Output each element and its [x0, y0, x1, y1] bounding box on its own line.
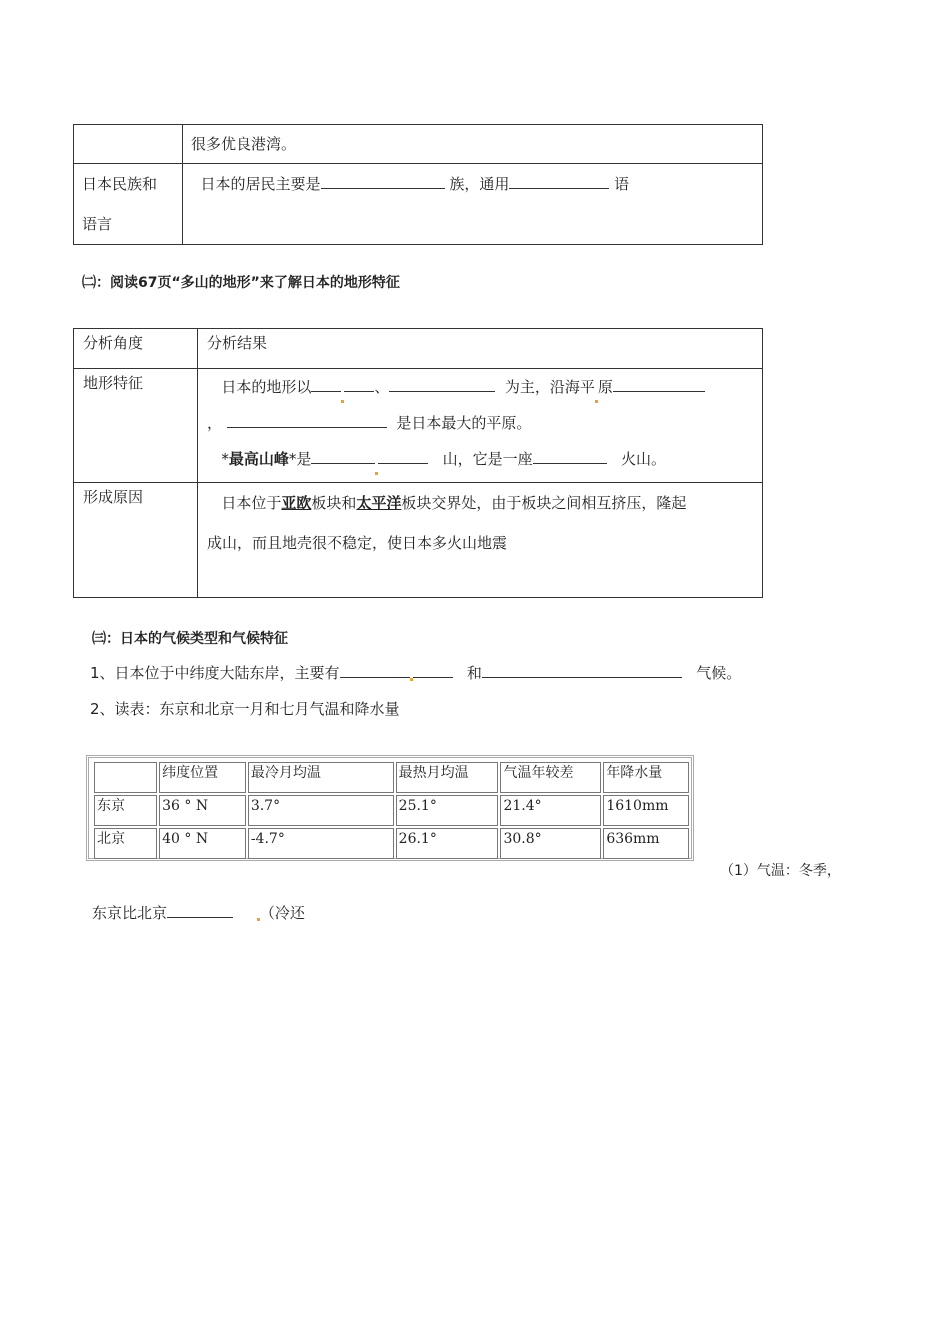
annual-range-cell: 21.4° [500, 795, 601, 826]
cause-line-1 [207, 483, 762, 523]
q3-text-b: 东京比北京 [92, 904, 168, 922]
cause-text-b: 板块和 [311, 494, 357, 512]
city-cell: 北京 [94, 828, 157, 859]
question-3-start: （1）气温：冬季， [720, 863, 841, 879]
question-1 [90, 662, 741, 683]
ethnicity-label-b: 语言 [82, 215, 113, 233]
city-cell: 东京 [94, 795, 157, 826]
terrain-text-3a: * [221, 450, 229, 468]
hottest-month-cell: 26.1° [396, 828, 499, 859]
terrain-content-cell [198, 369, 763, 483]
precipitation-cell: 636mm [603, 828, 689, 859]
climate-blank-1b[interactable] [413, 663, 453, 678]
ethnicity-text-1: 日本的居民主要是 [200, 175, 321, 193]
language-blank[interactable] [509, 174, 609, 189]
terrain-line-1 [207, 369, 762, 405]
climate-table [92, 760, 691, 861]
terrain-label: 地形特征 [83, 374, 144, 392]
hottest-month-cell: 25.1° [396, 795, 499, 826]
ethnicity-text-2: 族，通用 [449, 175, 510, 193]
terrain-text-1d: 原 [597, 378, 613, 396]
section3-heading: ㈢：日本的气候类型和气候特征 [92, 631, 288, 647]
header-cell: 纬度位置 [159, 762, 246, 793]
eurasian-plate: 亚欧 [281, 494, 312, 512]
highest-peak-label: 最高山峰 [228, 450, 289, 468]
terrain-text-1b: 、 [374, 378, 390, 396]
terrain-blank-3[interactable] [613, 377, 705, 392]
ethnicity-label-a: 日本民族和 [82, 175, 158, 193]
header-cell [94, 762, 157, 793]
cause-label-cell [74, 483, 198, 598]
peak-blank-b[interactable] [378, 449, 428, 464]
header-cell: 最热月均温 [396, 762, 499, 793]
ethnicity-label-cell [74, 164, 183, 245]
precipitation-cell: 1610mm [603, 795, 689, 826]
marker-dot [595, 400, 598, 403]
ethnic-group-blank[interactable] [321, 174, 445, 189]
annual-range-cell: 30.8° [500, 828, 601, 859]
latitude-cell: 40 ° N [159, 828, 246, 859]
terrain-line-3 [207, 441, 762, 477]
plain-blank[interactable] [227, 413, 387, 428]
table-row [94, 795, 689, 826]
header-angle [74, 329, 198, 369]
cause-line-2: 成山，而且地壳很不稳定，使日本多火山地震 [207, 534, 508, 552]
terrain-text-3d: 火山。 [620, 450, 666, 468]
cause-text-a: 日本位于 [221, 494, 282, 512]
pacific-plate: 太平洋 [356, 494, 402, 512]
terrain-blank-2[interactable] [389, 377, 495, 392]
cause-content-cell [198, 483, 763, 598]
peak-blank-a[interactable] [311, 449, 375, 464]
harbor-text: 很多优良港湾。 [191, 135, 297, 153]
header-angle-text: 分析角度 [83, 334, 144, 352]
ethnicity-text-3: 语 [614, 175, 630, 193]
terrain-text-3b: *是 [288, 450, 312, 468]
header-result [198, 329, 763, 369]
climate-blank-2[interactable] [482, 663, 682, 678]
empty-cell [74, 125, 183, 164]
ethnicity-table [73, 124, 763, 245]
q1-text-b: 和 [466, 664, 482, 682]
header-cell: 气温年较差 [500, 762, 601, 793]
terrain-blank-1b[interactable] [344, 377, 374, 392]
marker-dot [375, 472, 378, 475]
header-result-text: 分析结果 [207, 334, 268, 352]
terrain-text-1a: 日本的地形以 [221, 378, 312, 396]
terrain-text-2b: 是日本最大的平原。 [396, 414, 532, 432]
climate-blank-1a[interactable] [340, 663, 410, 678]
q1-text-c: 气候。 [696, 664, 742, 682]
q1-text-a: 1、日本位于中纬度大陆东岸，主要有 [90, 664, 340, 682]
q3-text-c: （冷还 [259, 904, 305, 922]
section2-heading: ㈡：阅读67页“多山的地形”来了解日本的地形特征 [82, 275, 400, 291]
coldest-month-cell: -4.7° [248, 828, 394, 859]
marker-dot [410, 678, 413, 681]
coldest-month-cell: 3.7° [248, 795, 394, 826]
question-2: 2、读表：东京和北京一月和七月气温和降水量 [90, 700, 400, 718]
temperature-blank[interactable] [167, 903, 233, 918]
table-row [94, 828, 689, 859]
header-cell: 年降水量 [603, 762, 689, 793]
terrain-text-3c: 山，它是一座 [442, 450, 533, 468]
header-cell: 最冷月均温 [248, 762, 394, 793]
terrain-line-2 [207, 405, 762, 441]
volcano-type-blank[interactable] [533, 449, 607, 464]
cause-text-c: 板块交界处，由于板块之间相互挤压，隆起 [401, 494, 687, 512]
terrain-text-2a: ， [207, 414, 223, 432]
harbor-cell [183, 125, 763, 164]
climate-table-frame [86, 755, 694, 861]
cause-label: 形成原因 [83, 488, 144, 506]
marker-dot [341, 400, 344, 403]
latitude-cell: 36 ° N [159, 795, 246, 826]
question-3-line [92, 902, 305, 923]
terrain-blank-1a[interactable] [311, 377, 341, 392]
terrain-table [73, 328, 763, 598]
terrain-text-1c: 为主，沿海平 [504, 378, 595, 396]
ethnicity-content-cell [183, 164, 763, 245]
terrain-label-cell [74, 369, 198, 483]
